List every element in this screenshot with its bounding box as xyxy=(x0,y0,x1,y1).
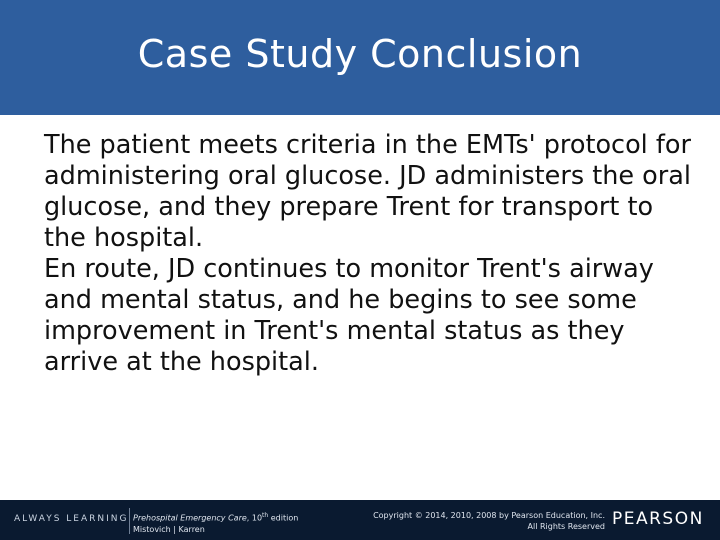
copyright-line-2: All Rights Reserved xyxy=(527,522,605,531)
book-citation xyxy=(133,510,298,535)
footer-divider xyxy=(129,508,130,534)
book-title: Prehospital Emergency Care xyxy=(133,513,247,523)
book-edition-prefix: , 10 xyxy=(246,513,263,523)
always-learning-text: ALWAYS LEARNING xyxy=(14,514,129,524)
copyright-line-1: Copyright © 2014, 2010, 2008 by Pearson Education, Inc. xyxy=(373,511,605,520)
book-title-line xyxy=(133,510,298,524)
pearson-logo: PEARSON xyxy=(612,509,704,529)
book-edition-suffix: edition xyxy=(268,513,299,523)
body-paragraph-2: En route, JD continues to monitor Trent's airway and mental status, and he begins to see some improvement in Trent's mental status as they arrive at the hospital. xyxy=(44,254,654,377)
copyright-notice xyxy=(335,510,605,532)
footer-bar xyxy=(0,500,720,540)
body-paragraph-1: The patient meets criteria in the EMTs' protocol for administering oral glucose. JD administers the oral glucose, and they prepare Trent for transport to the hospital. xyxy=(44,130,691,253)
slide-body xyxy=(44,130,694,378)
book-authors: Mistovich | Karren xyxy=(133,524,205,534)
slide-title: Case Study Conclusion xyxy=(137,31,583,76)
always-learning-label xyxy=(14,514,129,524)
book-edition-sup: th xyxy=(262,512,269,519)
title-bar xyxy=(0,0,720,115)
